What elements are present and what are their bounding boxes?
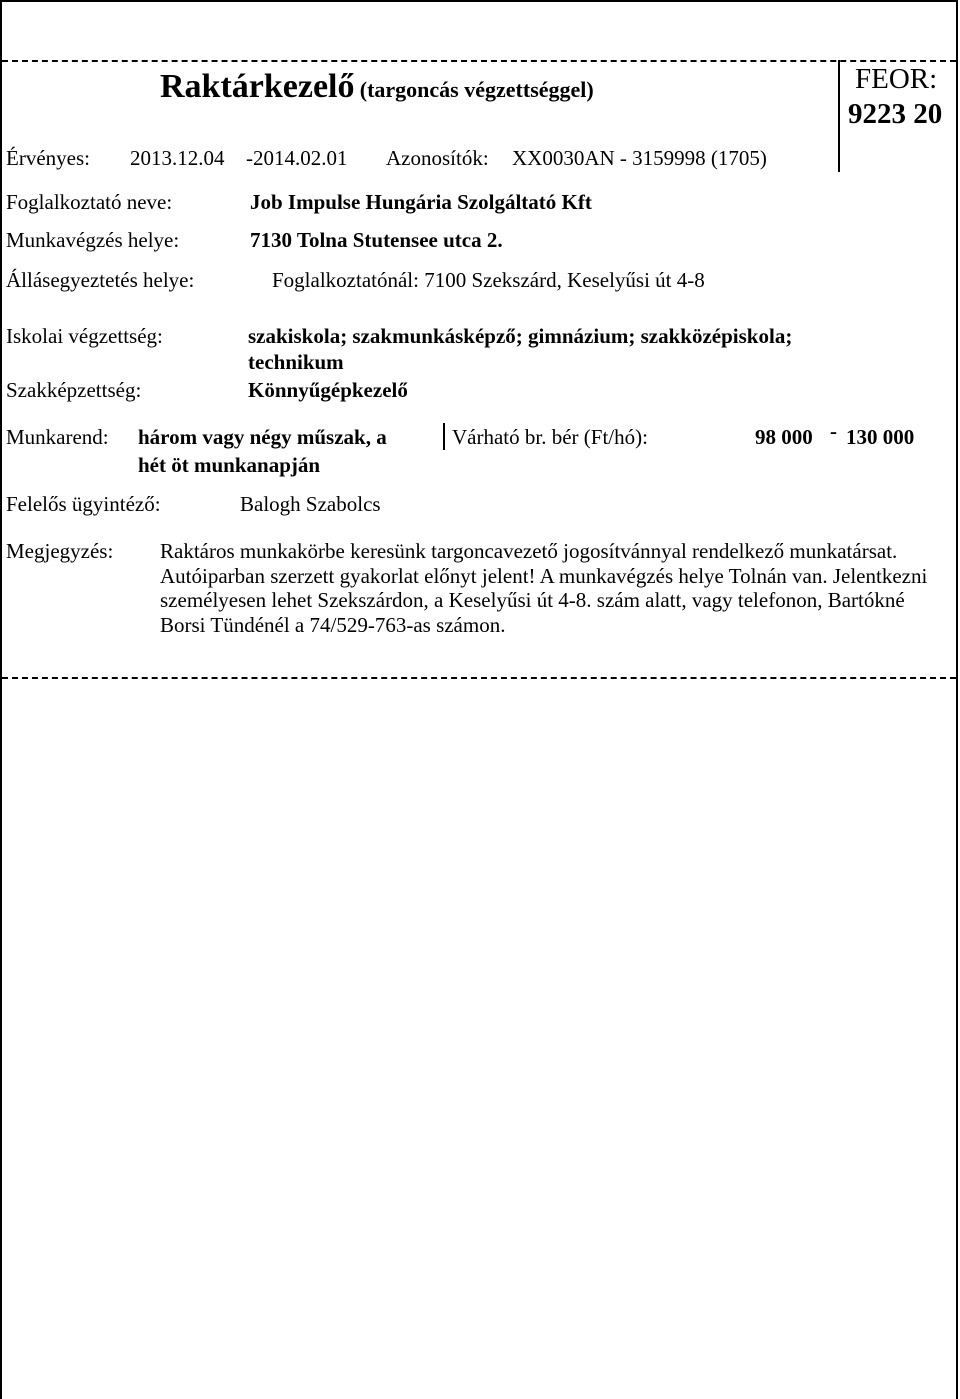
profession-label: Szakképzettség:: [6, 378, 142, 402]
frame-top-border: [0, 0, 958, 2]
salary-separator: -: [830, 419, 837, 443]
salary-label: Várható br. bér (Ft/hó):: [452, 425, 648, 449]
salary-divider: [443, 423, 445, 450]
top-dashed-divider: [2, 60, 956, 62]
employer-name: Job Impulse Hungária Szolgáltató Kft: [250, 190, 592, 214]
validity-label: Érvényes:: [6, 146, 90, 170]
schedule-line-2: hét öt munkanapján: [138, 453, 321, 477]
salary-min: 98 000: [755, 425, 813, 449]
validity-to: 2014.02.01: [253, 146, 348, 170]
workplace-label: Munkavégzés helye:: [6, 228, 180, 252]
feor-code: 9223 20: [848, 98, 943, 130]
identifier-label: Azonosítók:: [386, 146, 489, 170]
note-text: Raktáros munkakörbe keresünk targoncavezető jogosítvánnyal rendelkező munkatársat. Autóiparban szerzett gyakorlat előnyt jelent! A munkavégzés helye Tolnán van. Jelentkezni személyesen lehet Szekszárdon, a Keselyűsi út 4-8. szám alatt, vagy telefonon, Bartókné Borsi Tündénél a 74/529-763-as számon.: [160, 539, 928, 637]
bottom-dashed-divider: [2, 677, 956, 679]
interview-place: Foglalkoztatónál: 7100 Szekszárd, Keselyűsi út 4-8: [272, 268, 705, 292]
frame-right-border: [956, 0, 958, 1399]
validity-from: 2013.12.04: [130, 146, 225, 170]
feor-label: FEOR:: [855, 63, 938, 95]
education-line-1: szakiskola; szakmunkásképző; gimnázium; szakközépiskola;: [248, 324, 793, 348]
contact-label: Felelős ügyintéző:: [6, 492, 161, 516]
identifier-value: XX0030AN - 3159998 (1705): [512, 146, 767, 170]
education-label: Iskolai végzettség:: [6, 324, 163, 348]
note-label: Megjegyzés:: [6, 539, 114, 563]
job-title-line: [160, 68, 594, 106]
feor-divider: [838, 60, 840, 172]
profession-value: Könnyűgépkezelő: [248, 378, 408, 402]
schedule-line-1: három vagy négy műszak, a: [138, 425, 387, 449]
salary-max: 130 000: [846, 425, 915, 449]
validity-separator: -: [246, 146, 253, 170]
schedule-label: Munkarend:: [6, 425, 109, 449]
employer-name-label: Foglalkoztató neve:: [6, 190, 173, 214]
job-subtitle: (targoncás végzettséggel): [359, 77, 594, 102]
education-line-2: technikum: [248, 350, 344, 374]
frame-left-border: [0, 0, 2, 1399]
workplace-address: 7130 Tolna Stutensee utca 2.: [250, 228, 503, 252]
interview-place-label: Állásegyeztetés helye:: [6, 268, 195, 292]
contact-name: Balogh Szabolcs: [240, 492, 381, 516]
job-title: Raktárkezelő: [160, 68, 355, 105]
